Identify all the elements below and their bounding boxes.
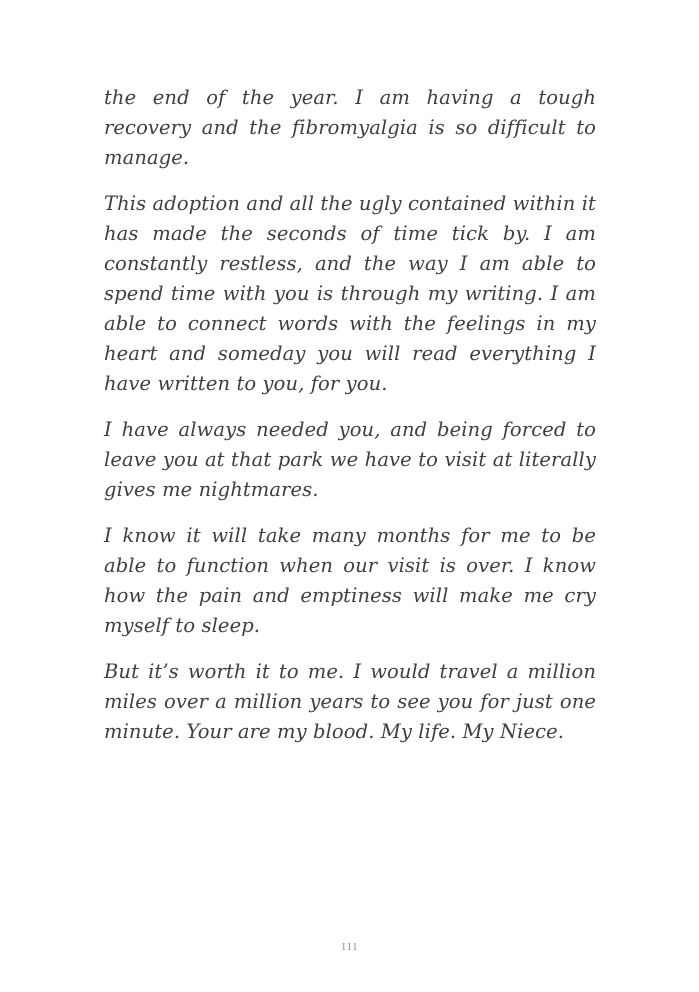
paragraph-3: I have always needed you, and being forced to leave you at that park we have to visit at literally gives me nightmares. [104,418,596,501]
paragraph-1: the end of the year. I am having a tough recovery and the fibromyalgia is so difficult to manage. [104,86,596,169]
paragraph-4: I know it will take many months for me to be able to function when our visit is over. I know how the pain and emptiness will make me cry myself to sleep. [104,524,596,637]
page-number: 111 [340,941,359,953]
body-text [104,83,596,763]
paragraph-5: But it’s worth it to me. I would travel a million miles over a million years to see you for just one minute. Your are my blood. My life. My Niece. [104,660,596,743]
paragraph-2: This adoption and all the ugly contained within it has made the seconds of time tick by. I am constantly restless, and the way I am able to spend time with you is through my writing. I am able to connect words with the feelings in my heart and someday you will read everything I have written to you, for you. [104,192,596,395]
